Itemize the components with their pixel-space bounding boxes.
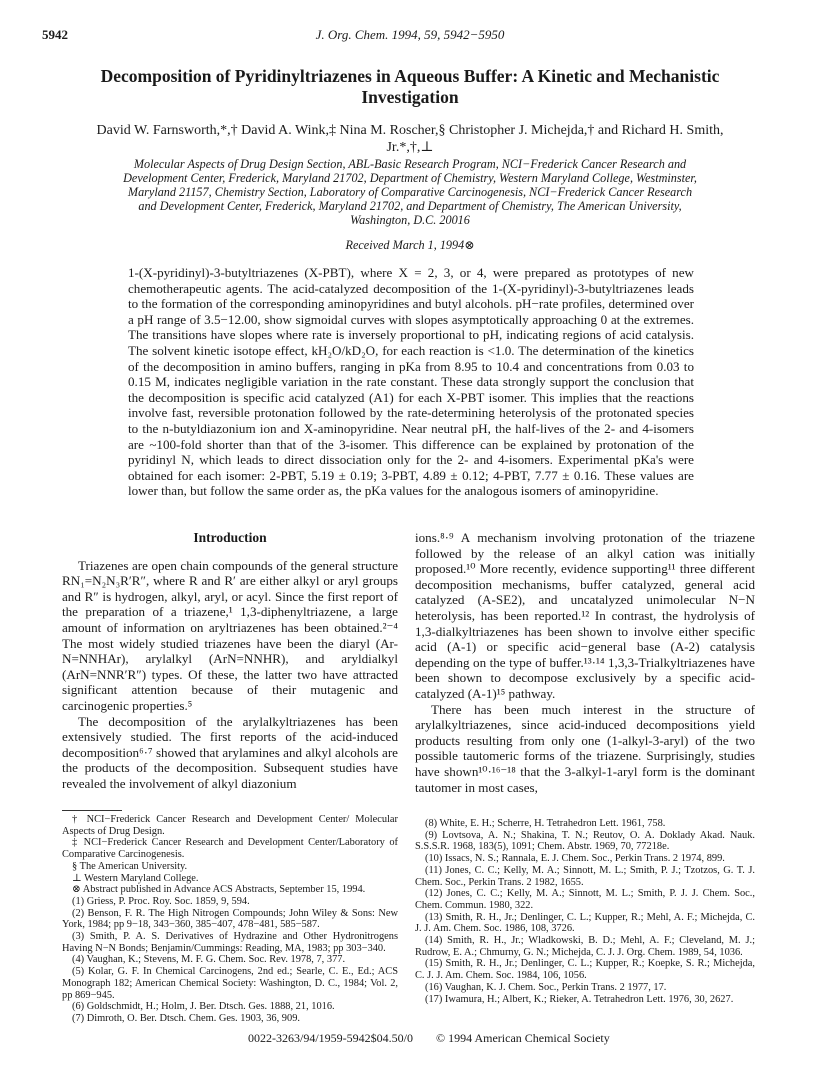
body-paragraph: There has been much interest in the structure of arylalkyltriazenes, since acid-induced decompositions yield products resulting from only one (1-alkyl-3-aryl) of the two possible tautomeric forms of the triazene. Surprisingly, studies have shown¹⁰·¹⁶⁻¹⁸ that the 3-alkyl-1-aryl form is the dominant tautomer in most cases, <box>415 701 755 795</box>
footnote: ‡ NCI−Frederick Cancer Research and Development Center/Laboratory of Comparative Carcinogenesis. <box>62 837 398 861</box>
left-column <box>62 530 398 792</box>
footnote: (17) Iwamura, H.; Albert, K.; Rieker, A. Tetrahedron Lett. 1976, 30, 2627. <box>425 993 734 1005</box>
footnote: (13) Smith, R. H., Jr.; Denlinger, C. L.; Kupper, R.; Mehl, A. F.; Michejda, C. J. J. Am. Chem. Soc. 1986, 108, 3726. <box>415 911 755 935</box>
journal-citation: J. Org. Chem. 1994, 59, 5942−5950 <box>315 27 505 42</box>
footnote: (1) Griess, P. Proc. Roy. Soc. 1859, 9, 594. <box>72 895 250 907</box>
body-paragraph: ions.⁸·⁹ A mechanism involving protonation of the triazene followed by the release of an alkyl cation was initially proposed.¹⁰ More recently, evidence supporting¹¹ three different decomposition mechanisms, buffer catalyzed, general acid catalyzed (A-SE2), and uncatalyzed unimolecular N−N heterolysis, has been reported.¹² In contrast, the hydrolysis of 1,3-dialkyltriazenes has been shown to involve either specific acid (A-1) or specific acid−general base (A-2) catalysis depending on the type of buffer.¹³·¹⁴ 1,3,3-Trialkyltriazenes have been shown to decompose exclusively by a specific acid-catalyzed (A-1)¹⁵ pathway. <box>415 530 755 701</box>
article-title: Decomposition of Pyridinyltriazenes in Aqueous Buffer: A Kinetic and Mechanistic Investigation <box>100 66 720 107</box>
abstract: 1-(X-pyridinyl)-3-butyltriazenes (X-PBT), where X = 2, 3, or 4, were prepared as prototypes of new chemotherapeutic agents. The acid-catalyzed decomposition of the 1-(X-pyridinyl)-3-butyltriazenes leads to the formation of the corresponding aminopyridines and butyl alcohols. pH−rate profiles, determined over a pH range of 3.5−12.00, show sigmoidal curves with slopes asymptotically approaching 0 at the extremes. The transitions have slopes where rate is inversely proportional to pH, indicating regions of acid catalysis. The solvent kinetic isotope effect, kH₂O/kD₂O, for each reaction is <1.0. The determination of the kinetics of the decomposition in amino buffers, ranging in pKa from 8.95 to 10.4 and concentrations from 0.03 to 0.15 M, indicates negligible variation in the rate constant. These data strongly support the conclusion that the decomposition is specific acid catalyzed (A1) for each X-PBT isomer. This implies that the reactions involve fast, reversible protonation followed by the rate-determining heterolysis of the protonated species to the n-butyldiazonium ion and X-aminopyridine. Near neutral pH, the half-lives of the 2- and 4-isomers are ~100-fold shorter than that of the 3-isomer. This difference can be explained by protonation of the pyridinyl N, which leads to direct dissociation only for the 2- and 4-isomers. Experimental pKa's were obtained for each isomer: 2-PBT, 5.19 ± 0.19; 3-PBT, 4.89 ± 0.12; 4-PBT, 7.77 ± 0.16. These values are lower than, but follow the same order as, the pKa values for the analogous isomers of aminopyridine. <box>128 265 694 499</box>
footnotes-right <box>415 814 755 1005</box>
footnotes-left <box>62 810 398 1025</box>
body-paragraph: Triazenes are open chain compounds of the general structure RN₁=N₂N₃R′R″, where R and R′ are either alkyl or aryl groups and R″ is hydrogen, alkyl, aryl, or acyl. Since the first report of the preparation of a triazene,¹ 1,3-diphenyltriazene, a large amount of information on aryltriazenes has been obtained.²⁻⁴ The most widely studied triazenes have been the diaryl (Ar-N=NNHAr), arylalkyl (ArN=NNHR), and aryldialkyl (ArN=NNR′R″) types. Of these, the latter two have attracted significant attention because of their mutagenic and carcinogenic properties.⁵ <box>62 557 398 713</box>
footnote: ⊗ Abstract published in Advance ACS Abstracts, September 15, 1994. <box>72 884 366 896</box>
footnote: (11) Jones, C. C.; Kelly, M. A.; Sinnott, M. L.; Smith, P. J.; Tzotzos, G. T. J. Chem. Soc., Perkin Trans. 2 1982, 1655. <box>415 864 755 888</box>
author-list: David W. Farnsworth,*,† David A. Wink,‡ Nina M. Roscher,§ Christopher J. Michejda,† and Richard H. Smith, Jr.*,†,⊥ <box>96 123 724 155</box>
page-number: 5942 <box>42 27 68 42</box>
footnote: (4) Vaughan, K.; Stevens, M. F. G. Chem. Soc. Rev. 1978, 7, 377. <box>72 954 346 966</box>
footnote: (7) Dimroth, O. Ber. Dtsch. Chem. Ges. 1903, 36, 909. <box>72 1012 300 1024</box>
footnote: (2) Benson, F. R. The High Nitrogen Compounds; John Wiley & Sons: New York, 1984; pp 9−18, 343−360, 385−407, 478−481, 585−587. <box>62 907 398 931</box>
footnote: (8) White, E. H.; Scherre, H. Tetrahedron Lett. 1961, 758. <box>425 818 666 829</box>
footnote: (9) Lovtsova, A. N.; Shakina, T. N.; Reutov, O. A. Doklady Akad. Nauk. S.S.S.R. 1968, 183(5), 1091; Chem. Abstr. 1969, 70, 77218e. <box>415 829 755 853</box>
footnote: (10) Issacs, N. S.; Rannala, E. J. Chem. Soc., Perkin Trans. 2 1974, 899. <box>425 853 725 865</box>
right-column <box>415 530 755 795</box>
body-paragraph: The decomposition of the arylalkyltriazenes has been extensively studied. The first reports of the acid-induced decomposition⁶·⁷ showed that arylamines and alkyl alcohols are the products of the decomposition. Subsequent studies have revealed the involvement of alkyl diazonium <box>62 713 398 791</box>
footnote-rule <box>62 810 122 811</box>
footnote: (14) Smith, R. H., Jr.; Wladkowski, B. D.; Mehl, A. F.; Cleveland, M. J.; Rudrow, E. A.; Chmurny, G. N.; Michejda, C. J. J. Org. Chem. 1989, 54, 1036. <box>415 935 755 958</box>
footnote: (16) Vaughan, K. J. Chem. Soc., Perkin Trans. 2 1977, 17. <box>425 981 667 993</box>
footnote: (6) Goldschmidt, H.; Holm, J. Ber. Dtsch. Ges. 1888, 21, 1016. <box>72 1001 335 1013</box>
footnote: (3) Smith, P. A. S. Derivatives of Hydrazine and Other Hydronitrogens Having N−N Bonds; Benjamin/Cummings: Reading, MA, 1983; pp 303−340. <box>62 931 398 954</box>
footnote: (5) Kolar, G. F. In Chemical Carcinogens, 2nd ed.; Searle, C. E., Ed.; ACS Monograph 182; American Chemical Society: Washington, D. C., 1984; Vol. 2, pp 869−945. <box>62 966 398 1001</box>
footnote: § The American University. <box>72 860 188 872</box>
footnote: (12) Jones, C. C.; Kelly, M. A.; Sinnott, M. L.; Smith, P. J. J. Chem. Soc., Chem. Commun. 1980, 322. <box>415 888 755 911</box>
article-identifier: 0022-3263/94/1959-5942$04.50/0 <box>248 1031 413 1045</box>
footnote: † NCI−Frederick Cancer Research and Development Center/ Molecular Aspects of Drug Design. <box>62 814 398 837</box>
copyright-notice: © 1994 American Chemical Society <box>436 1031 610 1045</box>
received-date: Received March 1, 1994⊗ <box>345 238 475 252</box>
section-heading: Introduction <box>193 530 267 545</box>
affiliations: Molecular Aspects of Drug Design Section, ABL-Basic Research Program, NCI−Frederick Cancer Research and Development Center, Frederick, Maryland 21702, Department of Chemistry, Western Maryland College, Westminster, Maryland 21157, Chemistry Section, Laboratory of Comparative Carcinogenesis, NCI−Frederick Cancer Research and Development Center, Frederick, Maryland 21702, and Department of Chemistry, The American University, Washington, D.C. 20016 <box>123 157 697 227</box>
footnote: (15) Smith, R. H., Jr.; Denlinger, C. L.; Kupper, R.; Koepke, S. R.; Michejda, C. J. J. Am. Chem. Soc. 1984, 106, 1056. <box>415 958 755 982</box>
footnote: ⊥ Western Maryland College. <box>72 872 199 884</box>
